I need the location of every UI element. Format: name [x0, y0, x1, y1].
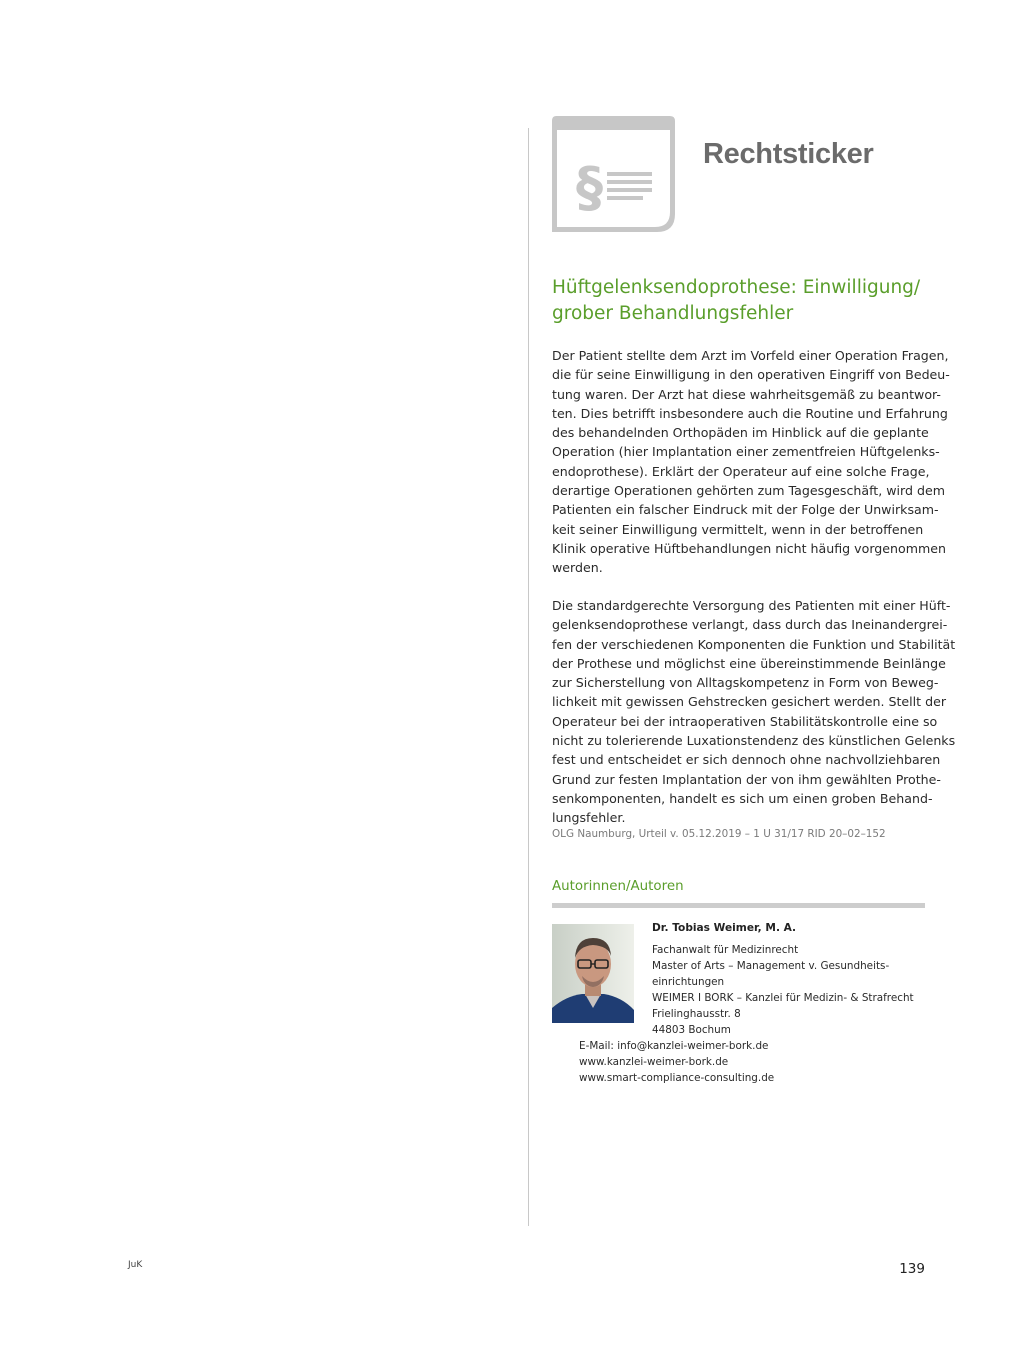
authors-heading: Autorinnen/Autoren: [552, 879, 684, 894]
text-line: Operation (hier Implantation einer zementfreien Hüftgelenks-: [552, 444, 940, 460]
author-email: E-Mail: info@kanzlei-weimer-bork.de: [579, 1040, 769, 1052]
column-divider: [528, 128, 529, 1226]
text-line: fen der verschiedenen Komponenten die Funktion und Stabilität: [552, 636, 956, 652]
text-line: die für seine Einwilligung in den operativen Eingriff von Bedeu-: [552, 367, 950, 383]
text-line: Die standardgerechte Versorgung des Patienten mit einer Hüft-: [552, 598, 951, 613]
author-detail-line: Frielinghausstr. 8: [652, 1008, 741, 1020]
heading-line: grober Behandlungsfehler: [552, 303, 794, 324]
author-photo: [552, 924, 634, 1023]
text-line: gelenksendoprothese verlangt, dass durch das Ineinandergrei-: [552, 617, 948, 633]
author-detail-line: Fachanwalt für Medizinrecht: [652, 944, 799, 956]
text-line: lichkeit mit gewissen Gehstrecken gesichert werden. Stellt der: [552, 694, 947, 710]
text-line: nicht zu tolerierende Luxationstendenz des künstlichen Gelenks: [552, 733, 956, 749]
author-contact: [579, 1038, 774, 1086]
heading-line: Hüftgelenksendoprothese: Einwilligung/: [552, 277, 921, 298]
authors-divider: [552, 903, 925, 908]
author-details: [652, 942, 914, 1038]
text-line: keit seiner Einwilligung vermittelt, wenn in der betroffenen: [552, 521, 924, 537]
text-line: werden.: [552, 560, 603, 576]
text-line: ten. Dies betrifft insbesondere auch die Routine und Erfahrung: [552, 405, 948, 421]
text-line: endoprothese). Erklärt der Operateur auf eine solche Frage,: [552, 463, 930, 479]
text-line: tung waren. Der Arzt hat diese wahrheitsgemäß zu beantwor-: [552, 386, 941, 402]
author-detail-line: WEIMER I BORK – Kanzlei für Medizin- & Strafrecht: [652, 992, 914, 1004]
section-title: Rechtsticker: [703, 138, 874, 170]
paragraph-document-icon: [552, 116, 676, 234]
text-line: fest und entscheidet er sich dennoch ohne nachvollziehbaren: [552, 752, 941, 768]
text-line: der Prothese und möglichst eine übereinstimmende Beinlänge: [552, 655, 946, 671]
author-detail-line: Master of Arts – Management v. Gesundheits-: [652, 960, 890, 972]
author-name: Dr. Tobias Weimer, M. A.: [652, 922, 797, 934]
author-website: www.smart-compliance-consulting.de: [579, 1072, 775, 1084]
svg-text:§: §: [576, 156, 603, 219]
text-line: Grund zur festen Implantation der von ihm gewählten Prothe-: [552, 771, 941, 787]
text-line: des behandelnden Orthopäden im Hinblick auf die geplante: [552, 425, 929, 441]
article-paragraph-1: [552, 346, 950, 578]
article-heading: [552, 275, 932, 327]
text-line: Der Patient stellte dem Arzt im Vorfeld einer Operation Fragen,: [552, 348, 949, 363]
article-paragraph-2: [552, 596, 956, 828]
text-line: Klinik operative Hüftbehandlungen nicht häufig vorgenommen: [552, 540, 946, 556]
text-line: lungsfehler.: [552, 810, 626, 826]
author-website: www.kanzlei-weimer-bork.de: [579, 1056, 729, 1068]
journal-abbreviation: JuK: [128, 1260, 143, 1270]
author-detail-line: einrichtungen: [652, 976, 725, 988]
author-detail-line: 44803 Bochum: [652, 1024, 731, 1036]
page-number: 139: [899, 1261, 925, 1277]
text-line: derartige Operationen gehörten zum Tagesgeschäft, wird dem: [552, 483, 946, 499]
text-line: zur Sicherstellung von Alltagskompetenz in Form von Beweg-: [552, 675, 939, 691]
text-line: Operateur bei der intraoperativen Stabilitätskontrolle eine so: [552, 713, 938, 729]
text-line: senkomponenten, handelt es sich um einen groben Behand-: [552, 790, 933, 806]
court-citation: OLG Naumburg, Urteil v. 05.12.2019 – 1 U 31/17 RID 20–02–152: [552, 828, 886, 840]
text-line: Patienten ein falscher Eindruck mit der Folge der Unwirksam-: [552, 502, 939, 518]
